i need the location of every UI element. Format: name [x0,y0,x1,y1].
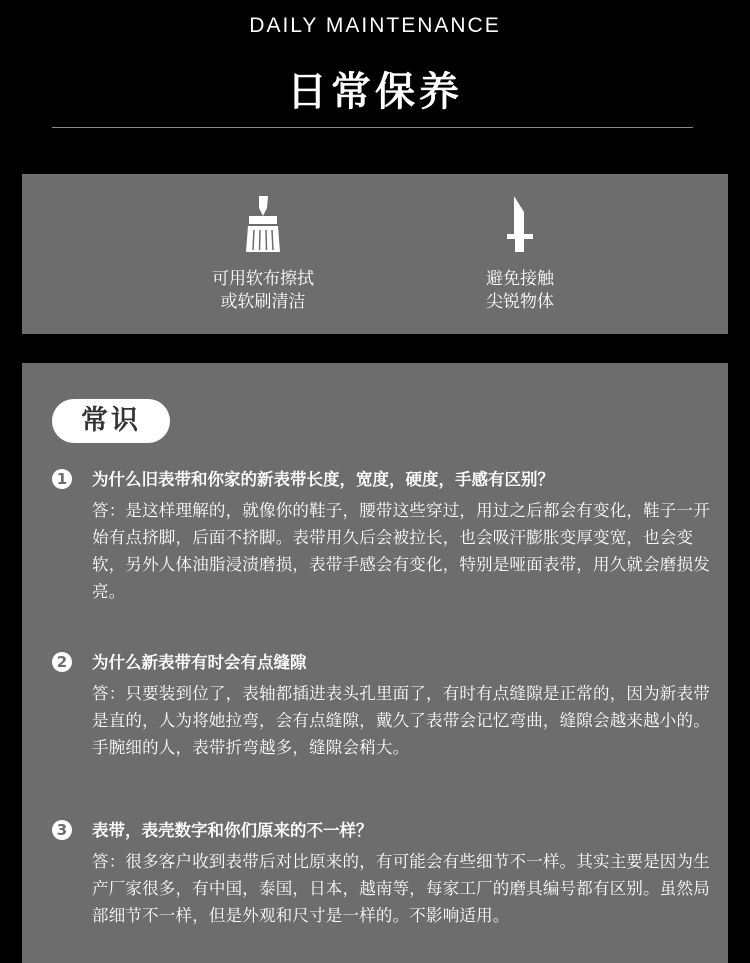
tip-line: 避免接触 [486,269,554,289]
faq-answer: 答：很多客户收到表带后对比原来的，有可能会有些细节不一样。其实主要是因为生产厂家很多，有中国，泰国，日本，越南等，每家工厂的磨具编号都有区别。虽然局部细节不一样，但是外观和尺寸是一样的。不影响适用。 [92,852,710,925]
faq-badge: 常识 [52,399,170,443]
page-title: 日常保养 [287,69,463,115]
faq-question: 为什么新表带有时会有点缝隙 [92,653,307,672]
knife-icon [497,194,543,254]
tip-line: 或软刷清洁 [220,292,306,312]
faq-number-badge: 1 [52,469,72,489]
faq-number-badge: 2 [52,652,72,672]
header-divider [52,127,693,128]
tip-avoid-sharp [410,194,630,314]
tip-text [153,268,373,314]
faq-question: 表带，表壳数字和你们原来的不一样？ [92,821,373,840]
care-tips-panel [22,174,728,334]
faq-panel [22,363,728,963]
faq-answer: 答：是这样理解的，就像你的鞋子，腰带这些穿过，用过之后都会有变化，鞋子一开始有点挤脚，后面不挤脚。表带用久后会被拉长，也会吸汗膨胀变厚变宽，也会变软，另外人体油脂浸渍磨损，表带手感会有变化，特别是哑面表带，用久就会磨损发亮。 [92,501,710,601]
tip-line: 尖锐物体 [486,292,554,312]
brush-icon [240,194,286,254]
tip-soft-cloth [153,194,373,314]
tip-line: 可用软布擦拭 [212,269,314,289]
faq-number-badge: 3 [52,820,72,840]
faq-question: 为什么旧表带和你家的新表带长度，宽度，硬度，手感有区别？ [92,470,554,489]
header-subtitle: DAILY MAINTENANCE [249,14,501,37]
faq-answer: 答：只要装到位了，表轴都插进表头孔里面了，有时有点缝隙是正常的，因为新表带是直的，人为将她拉弯，会有点缝隙，戴久了表带会记忆弯曲，缝隙会越来越小的。手腕细的人，表带折弯越多，缝隙会稍大。 [92,684,710,757]
tip-text [410,268,630,314]
